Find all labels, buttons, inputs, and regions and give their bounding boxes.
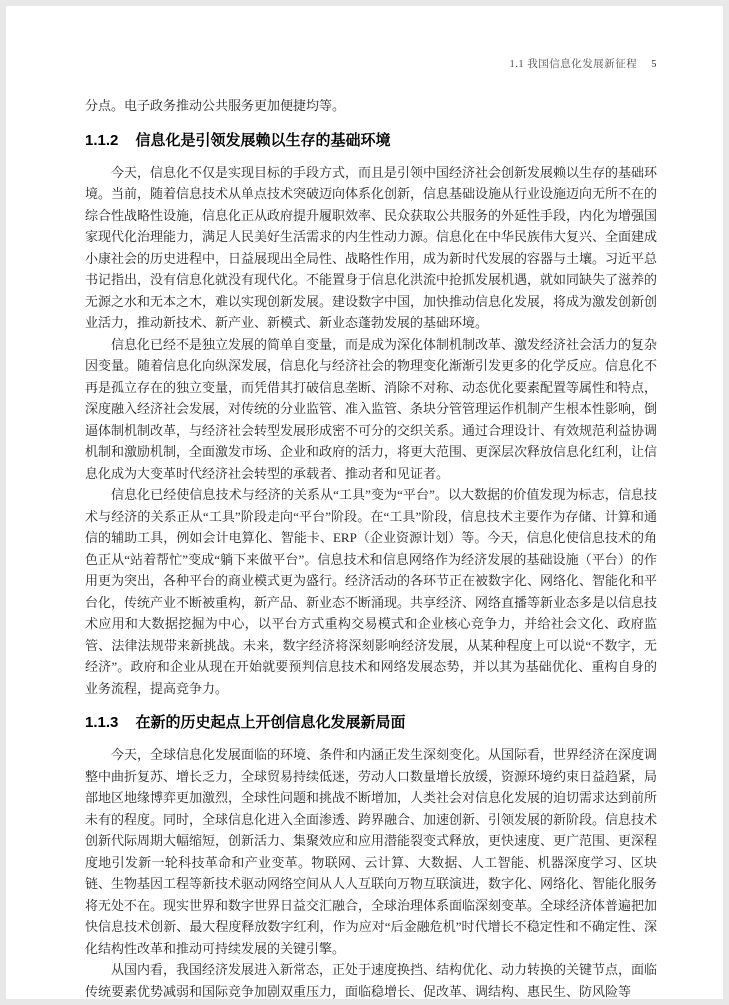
running-head-section: 1.1 我国信息化发展新征程 bbox=[509, 59, 638, 70]
paragraph: 今天，全球信息化发展面临的环境、条件和内涵正发生深刻变化。从国际看，世界经济在深度调整中曲折复苏、增长乏力，全球贸易持续低迷，劳动人口数量增长放缓，资源环境约束日益趋紧，局部地区地缘博弈更加激烈，全球性问题和挑战不断增加，人类社会对信息化发展的迫切需求达到前所未有的程度。同时，全球信息化进入全面渗透、跨界融合、加速创新、引领发展的新阶段。信息技术创新代际周期大幅缩短，创新活力、集聚效应和应用潜能裂变式释放，更快速度、更广范围、更深程度地引发新一轮科技革命和产业变革。物联网、云计算、大数据、人工智能、机器深度学习、区块链、生物基因工程等新技术驱动网络空间从人人互联向万物互联演进，数字化、网络化、智能化服务将无处不在。现实世界和数字世界日益交汇融合，全球治理体系面临深刻变革。全球经济体普遍把加快信息技术创新、最大程度释放数字红利，作为应对“后金融危机”时代增长不稳定性和不确定性、深化结构性改革和推动可持续发展的关键引擎。 bbox=[85, 747, 658, 956]
section-title: 在新的历史起点上开创信息化发展新局面 bbox=[135, 714, 406, 731]
running-head bbox=[85, 56, 657, 71]
paragraph: 今天，信息化不仅是实现目标的手段方式，而且是引领中国经济社会创新发展赖以生存的基础环境。当前，随着信息技术从单点技术突破迈向体系化创新，信息基础设施从行业设施迈向无所不在的综合性战略性设施，信息化正从政府提升履职效率、民众获取公共服务的外延性手段，内化为增强国家现代化治理能力，满足人民美好生活需求的内生性动力源。信息化在中华民族伟大复兴、全面建成小康社会的历史进程中，日益展现出全局性、战略性作用，成为新时代发展的容器与土壤。习近平总书记指出，没有信息化就没有现代化。不能置身于信息化洪流中抢抓发展机遇，就如同缺失了滋养的无源之水和无本之木，难以实现创新发展。建设数字中国，加快推动信息化发展，将成为激发创新创业活力，推动新技术、新产业、新模式、新业态蓬勃发展的基础环境。 bbox=[85, 164, 658, 330]
section-title: 信息化是引领发展赖以生存的基础环境 bbox=[135, 131, 391, 149]
paragraph: 从国内看，我国经济发展进入新常态，正处于速度换挡、结构优化、动力转换的关键节点，面临传统要素优势减弱和国际竞争加剧双重压力，面临稳增长、促改革、调结构、惠民生、防风险等 bbox=[85, 962, 658, 999]
paragraph: 信息化已经使信息技术与经济的关系从“工具”变为“平台”。以大数据的价值发现为标志，信息技术与经济的关系正从“工具”阶段走向“平台”阶段。在“工具”阶段，信息技术主要作为存储、计算和通信的辅助工具，例如会计电算化、智能卡、ERP（企业资源计划）等。今天，信息化使信息技术的角色正从“站着帮忙”变成“躺下来做平台”。信息技术和信息网络作为经济发展的基础设施（平台）的作用更为突出，各种平台的商业模式更为盛行。经济活动的各环节正在被数字化、网络化、智能化和平台化，传统产业不断被重构，新产品、新业态不断涌现。共享经济、网络直播等新业态多是以信息技术应用和大数据挖掘为中心，以平台方式重构交易模式和企业核心竞争力，并给社会文化、政府监管、法律法规带来新挑战。未来，数字经济将深刻影响经济发展，从某种程度上可以说“不数字，无经济”。政府和企业从现在开始就要预判信息技术和网络发展态势，并以其为基础优化、重构自身的业务流程，提高竞争力。 bbox=[85, 487, 658, 696]
page-number: 5 bbox=[651, 59, 657, 70]
body-text bbox=[85, 95, 657, 1002]
section-number: 1.1.3 bbox=[85, 714, 119, 731]
paragraph-continuation: 分点。电子政务推动公共服务更加便捷均等。 bbox=[85, 98, 346, 113]
section-heading-1-1-3 bbox=[85, 712, 657, 734]
page-content bbox=[85, 56, 657, 1002]
section-number: 1.1.2 bbox=[85, 131, 119, 149]
section-heading-1-1-2 bbox=[85, 130, 657, 152]
book-page bbox=[6, 6, 723, 999]
paragraph: 信息化已经不是独立发展的简单自变量，而是成为深化体制机制改革、激发经济社会活力的复杂因变量。随着信息化向纵深发展，信息化与经济社会的物理变化渐渐引发更多的化学反应。信息化不再是孤立存在的独立变量，而凭借其打破信息垄断、消除不对称、动态优化要素配置等属性和特点，深度融入经济社会发展，对传统的分业监管、准入监管、条块分管管理运作机制产生根本性影响，倒逼体制机制改革，与经济社会转型发展形成密不可分的交织关系。通过合理设计、有效规范利益协调机制和激励机制，全面激发市场、企业和政府的活力，将更大范围、更深层次释放信息化红利，让信息化成为大变革时代经济社会转型的承载者、推动者和见证者。 bbox=[85, 336, 658, 481]
